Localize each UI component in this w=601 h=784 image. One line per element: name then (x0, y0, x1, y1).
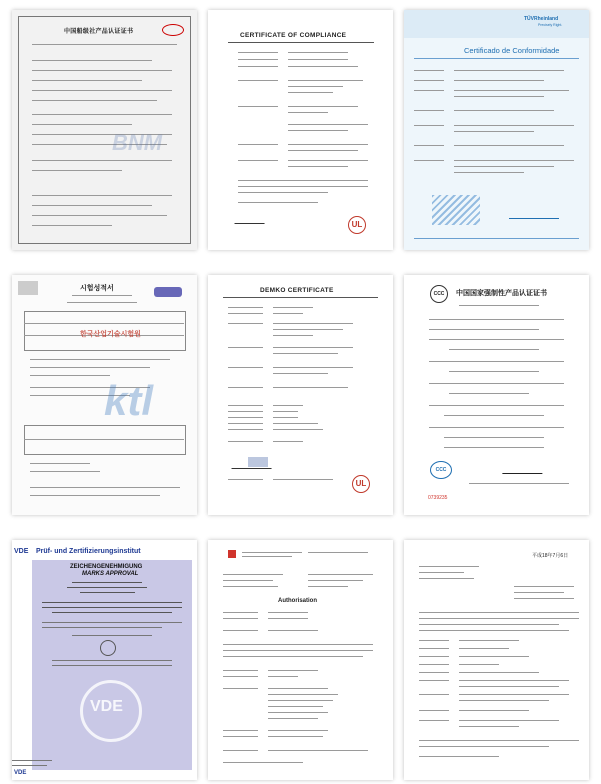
signature (234, 215, 267, 224)
certificate-title: 中国船级社产品认证证书 (64, 29, 134, 35)
certificate-card-5[interactable] (208, 275, 393, 515)
subtitle-de: ZEICHENGENEHMIGUNG (70, 564, 143, 570)
certificate-title: CERTIFICATE OF COMPLIANCE (240, 32, 347, 39)
seal-icon (162, 24, 184, 36)
certificate-card-9[interactable] (404, 540, 589, 780)
mark-icon (100, 640, 116, 656)
stamp (248, 457, 268, 467)
ktl-emblem (18, 281, 38, 295)
accreditation-badge (154, 287, 182, 297)
certificate-card-8[interactable] (208, 540, 393, 780)
certificate-card-2[interactable] (208, 10, 393, 250)
cqc-logo: CCC (430, 461, 452, 479)
results-table (24, 425, 186, 455)
vde-watermark: VDE (90, 698, 123, 715)
tuv-logo: TÜVRheinland (524, 16, 559, 22)
certificate-title: DEMKO CERTIFICATE (260, 287, 334, 294)
watermark-logo: ktl (104, 377, 154, 424)
signature (502, 461, 545, 474)
subtitle-en: MARKS APPROVAL (82, 571, 139, 577)
certificate-title: 시험성적서 (80, 285, 114, 292)
certificate-title: Prüf- und Zertifizierungsinstitut (36, 548, 141, 555)
certificate-card-7[interactable] (12, 540, 197, 780)
certificate-title: 中国国家强制性产品认证证书 (456, 290, 547, 297)
certificate-card-1[interactable] (12, 10, 197, 250)
ul-logo: UL (352, 475, 370, 493)
watermark-logo: BNM (112, 130, 163, 155)
serial-number: 0739235 (428, 495, 448, 501)
certificate-card-6[interactable] (404, 275, 589, 515)
swiss-flag-icon (228, 550, 236, 558)
certificate-border (18, 16, 191, 244)
red-stamp: 한국산업기술시험원 (80, 331, 141, 338)
ul-logo: UL (348, 216, 366, 234)
certificate-title: Certificado de Conformidade (464, 46, 560, 55)
certificate-title: Authorisation (278, 598, 317, 604)
signature (509, 210, 559, 219)
vde-footer-logo: VDE (14, 770, 27, 776)
vde-logo: VDE (14, 548, 29, 555)
document-date: 平成18年7月6日 (532, 553, 569, 559)
hologram-seal (432, 195, 480, 225)
ccc-logo: CCC (430, 285, 448, 303)
tuv-tagline: Precisely Right. (538, 23, 563, 27)
certificate-card-4[interactable] (12, 275, 197, 515)
certificate-card-3[interactable] (404, 10, 589, 250)
